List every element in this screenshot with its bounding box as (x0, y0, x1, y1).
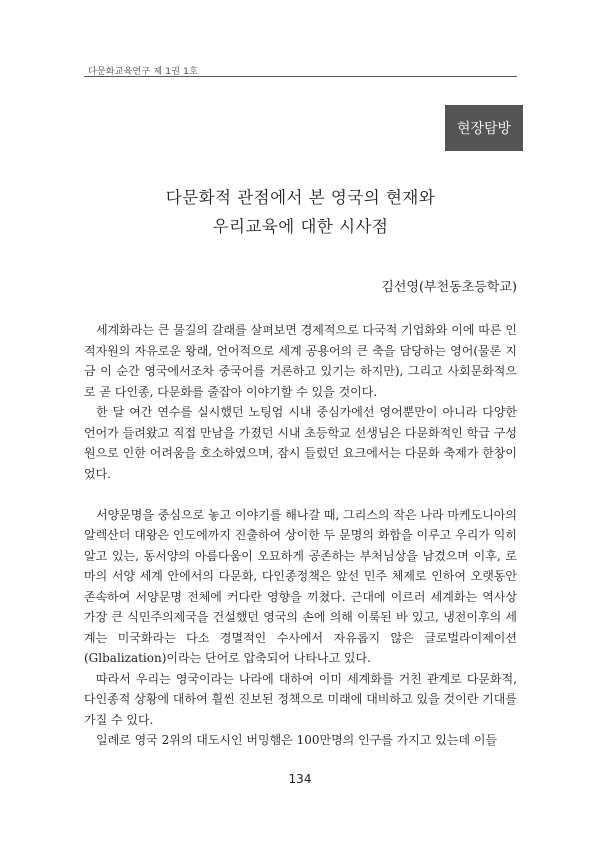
paragraph-3: 서양문명을 중심으로 놓고 이야기를 해나갈 때, 그리스의 작은 나라 마케도니아의 알렉산더 대왕은 인도에까지 진출하여 상이한 두 문명의 화합을 이루고 우리가 익히 알고 있는, 동서양의 아름다움이 오묘하게 공존하는 부처님상을 남겼으며 이후, 로마의 서양 세계 안에서의 다문화, 다인종정책은 앞선 민주 체제로 인하여 오랫동안 존속하여 서양문명 전체에 커다란 영향을 끼쳤다. 근대에 이르러 세계화는 역사상 가장 큰 식민주의제국을 건설했던 영국의 손에 의해 이룩된 바 있고, 냉전이후의 세계는 미국화라는 다소 경멸적인 수사에서 자유롭지 않은 글로벌라이제이션(Glbalization)이라는 단어로 압축되어 나타나고 있다. (84, 507, 517, 665)
running-head: 다문화교육연구 제 1권 1호 (88, 67, 198, 77)
article-title (84, 183, 517, 241)
paragraph-5: 일례로 영국 2위의 대도시인 버밍햄은 100만명의 인구를 가지고 있는데 이들 (96, 733, 498, 747)
title-line-1: 다문화적 관점에서 본 영국의 현재와 (165, 188, 436, 207)
body-text (84, 320, 517, 751)
page-number: 134 (288, 772, 312, 786)
author-line: 김선영(부천동초등학교) (381, 280, 517, 295)
header-rule (84, 76, 517, 77)
section-tag: 현장탐방 (445, 105, 523, 151)
paragraph-4: 따라서 우리는 영국이라는 나라에 대하여 이미 세계화를 거친 관계로 다문화적, 다인종적 상황에 대하여 훨씬 진보된 정책으로 미래에 대비하고 있을 것이란 기대를 가질 수 있다. (84, 671, 517, 727)
paragraph-2: 한 달 여간 연수를 실시했던 노팅엄 시내 중심가에선 영어뿐만이 아니라 다양한 언어가 들려왔고 직접 만남을 가졌던 시내 초등학교 선생님은 다문화적인 학급 구성원으로 인한 어려움을 호소하였으며, 잠시 들렀던 요크에서는 다문화 축제가 한창이었다. (84, 405, 517, 481)
title-line-2: 우리교육에 대한 시사점 (212, 217, 389, 236)
paragraph-1: 세계화라는 큰 물길의 갈래를 살펴보면 경제적으로 다국적 기업화와 이에 따른 인적자원의 자유로운 왕래, 언어적으로 세계 공용어의 큰 축을 담당하는 영어(물론 지금 이 순간 영국에서조차 중국어를 거론하고 있기는 하지만), 그리고 사회문화적으로 곧 다인종, 다문화를 줄잡아 이야기할 수 있을 것이다. (84, 323, 517, 399)
